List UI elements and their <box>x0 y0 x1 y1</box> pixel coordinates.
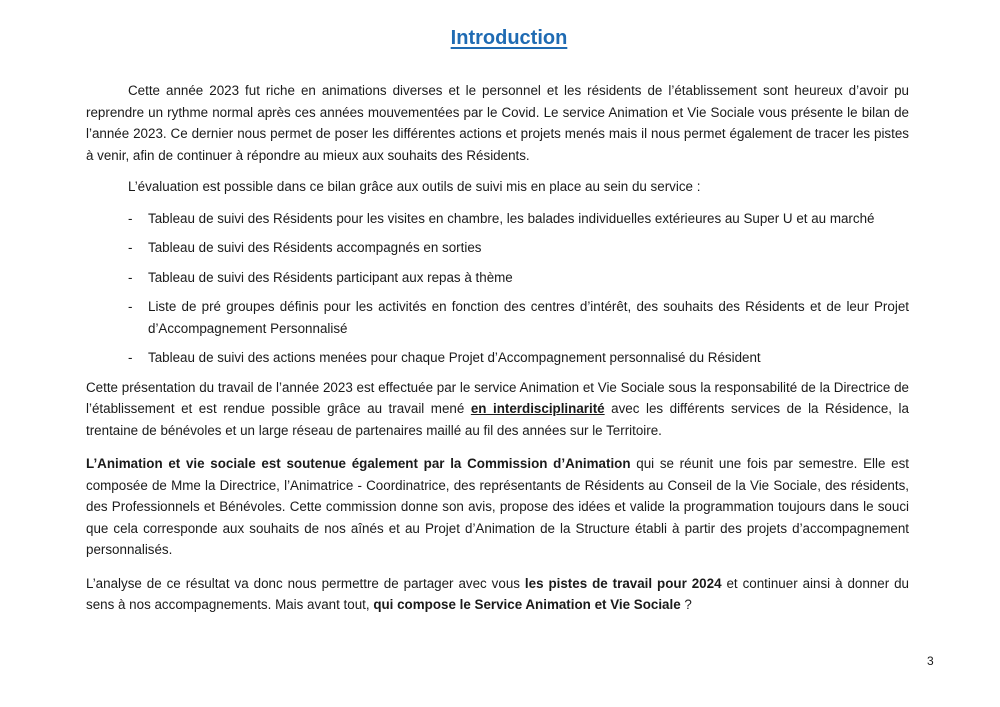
commission-paragraph <box>86 453 909 561</box>
presentation-text-2: avec les différents services de la Résidence, la trentaine de bénévoles et un large réseau de partenaires maillé au fil des années sur le Territoire. <box>86 401 909 438</box>
interdisciplinarity-emphasis: en interdisciplinarité <box>470 401 605 416</box>
presentation-paragraph <box>86 377 909 442</box>
list-item: - Tableau de suivi des Résidents accompagnés en sorties <box>86 237 909 259</box>
conclusion-bold-2: qui compose le Service Animation et Vie Sociale <box>373 597 681 612</box>
list-item: - Tableau de suivi des Résidents participant aux repas à thème <box>86 267 909 289</box>
conclusion-text-3: ? <box>680 597 692 612</box>
tools-list <box>86 208 909 369</box>
document-body <box>86 80 909 616</box>
conclusion-text-1: L’analyse de ce résultat va donc nous permettre de partager avec vous <box>86 575 525 591</box>
commission-text: qui se réunit une fois par semestre. Elle est composée de Mme la Directrice, l’Animatrice - Coordinatrice, des représentants de Résidents au Conseil de la Vie Sociale, des résidents, des Professionnels et Bénévoles. Cette commission donne son avis, propose des idées et valide la programmation toujours dans le souci que cela corresponde aux souhaits de nos aînés et au Projet d’Animation de la Structure établi à partir des projets d’accompagnement personnalisés. <box>86 456 909 557</box>
conclusion-paragraph <box>86 573 909 616</box>
intro-paragraph: Cette année 2023 fut riche en animations diverses et le personnel et les résidents de l’établissement sont heureux d’avoir pu reprendre un rythme normal après ces années mouvementées par le Covid. Le service Animation et Vie Sociale vous présente le bilan de l’année 2023. Ce dernier nous permet de poser les différentes actions et projets menés mais il nous permet également de tracer les pistes à venir, afin de continuer à répondre au mieux aux souhaits des Résidents. <box>86 83 909 163</box>
conclusion-text-2: et continuer ainsi à donner du sens à nos accompagnements. Mais avant tout, <box>86 575 909 612</box>
list-item: - Liste de pré groupes définis pour les activités en fonction des centres d’intérêt, des souhaits des Résidents et de leur Projet d’Accompagnement Personnalisé <box>86 296 909 339</box>
page-title: Introduction <box>450 27 568 49</box>
commission-bold: L’Animation et vie sociale est soutenue également par la Commission d’Animation <box>86 456 631 471</box>
page-number: 3 <box>927 654 934 668</box>
list-item: - Tableau de suivi des Résidents pour les visites en chambre, les balades individuelles extérieures au Super U et au marché <box>86 208 909 230</box>
conclusion-bold-1: les pistes de travail pour 2024 <box>524 575 722 591</box>
presentation-text-1: Cette présentation du travail de l’année 2023 est effectuée par le service Animation et Vie Sociale sous la responsabilité de la Directrice de l’établissement et est rendue possible grâce au travail mené <box>86 379 909 416</box>
evaluation-lead: L’évaluation est possible dans ce bilan grâce aux outils de suivi mis en place au sein du service : <box>128 179 701 194</box>
list-item: - Tableau de suivi des actions menées pour chaque Projet d’Accompagnement personnalisé du Résident <box>86 347 909 369</box>
